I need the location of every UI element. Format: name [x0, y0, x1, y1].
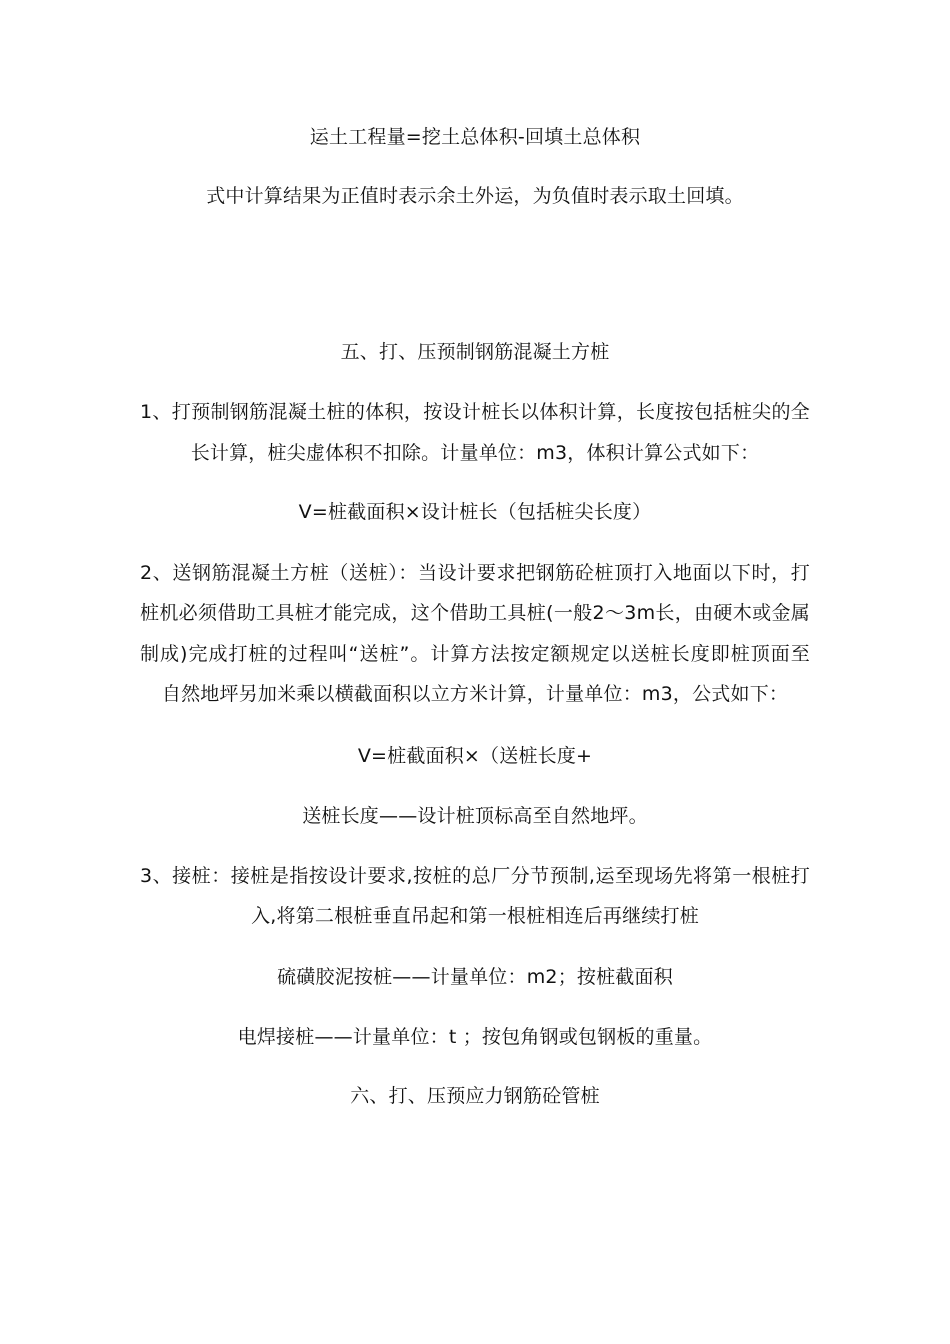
earthwork-formula: 运土工程量=挖土总体积-回填土总体积: [309, 126, 641, 148]
paragraph-two-line-2: 桩机必须借助工具桩才能完成，这个借助工具桩(一般2～3m长，由硬木或金属: [140, 602, 810, 624]
sulfur-mortar-joint: 硫磺胶泥按桩——计量单位：m2；按桩截面积: [277, 966, 673, 988]
paragraph-three-line-1: 3、接桩：接桩是指按设计要求,按桩的总厂分节预制,运至现场先将第一根桩打: [140, 865, 810, 887]
send-pile-length-definition: 送桩长度——设计桩顶标高至自然地坪。: [302, 805, 648, 827]
paragraph-three-line-2: 入,将第二根桩垂直吊起和第一根桩相连后再继续打桩: [251, 905, 699, 927]
paragraph-one-line-2: 长计算，桩尖虚体积不扣除。计量单位：m3，体积计算公式如下：: [190, 442, 760, 464]
paragraph-two-line-1: 2、送钢筋混凝土方桩（送桩）：当设计要求把钢筋砼桩顶打入地面以下时，打: [140, 562, 810, 584]
paragraph-two-line-4: 自然地坪另加米乘以横截面积以立方米计算，计量单位：m3，公式如下：: [161, 683, 789, 705]
section-six-heading: 六、打、压预应力钢筋砼管桩: [350, 1085, 600, 1107]
formula-explanation: 式中计算结果为正值时表示余土外运，为负值时表示取土回填。: [206, 185, 744, 207]
welded-joint: 电焊接桩——计量单位：t ；按包角钢或包钢板的重量。: [237, 1026, 713, 1048]
volume-formula: V=桩截面积×设计桩长（包括桩尖长度）: [298, 501, 652, 523]
send-pile-formula: V=桩截面积×（送桩长度+: [357, 745, 593, 767]
paragraph-two-line-3: 制成)完成打桩的过程叫“送桩”。计算方法按定额规定以送桩长度即桩顶面至: [140, 643, 810, 665]
paragraph-one-line-1: 1、打预制钢筋混凝土桩的体积，按设计桩长以体积计算，长度按包括桩尖的全: [140, 401, 810, 423]
section-five-heading: 五、打、压预制钢筋混凝土方桩: [340, 341, 610, 363]
